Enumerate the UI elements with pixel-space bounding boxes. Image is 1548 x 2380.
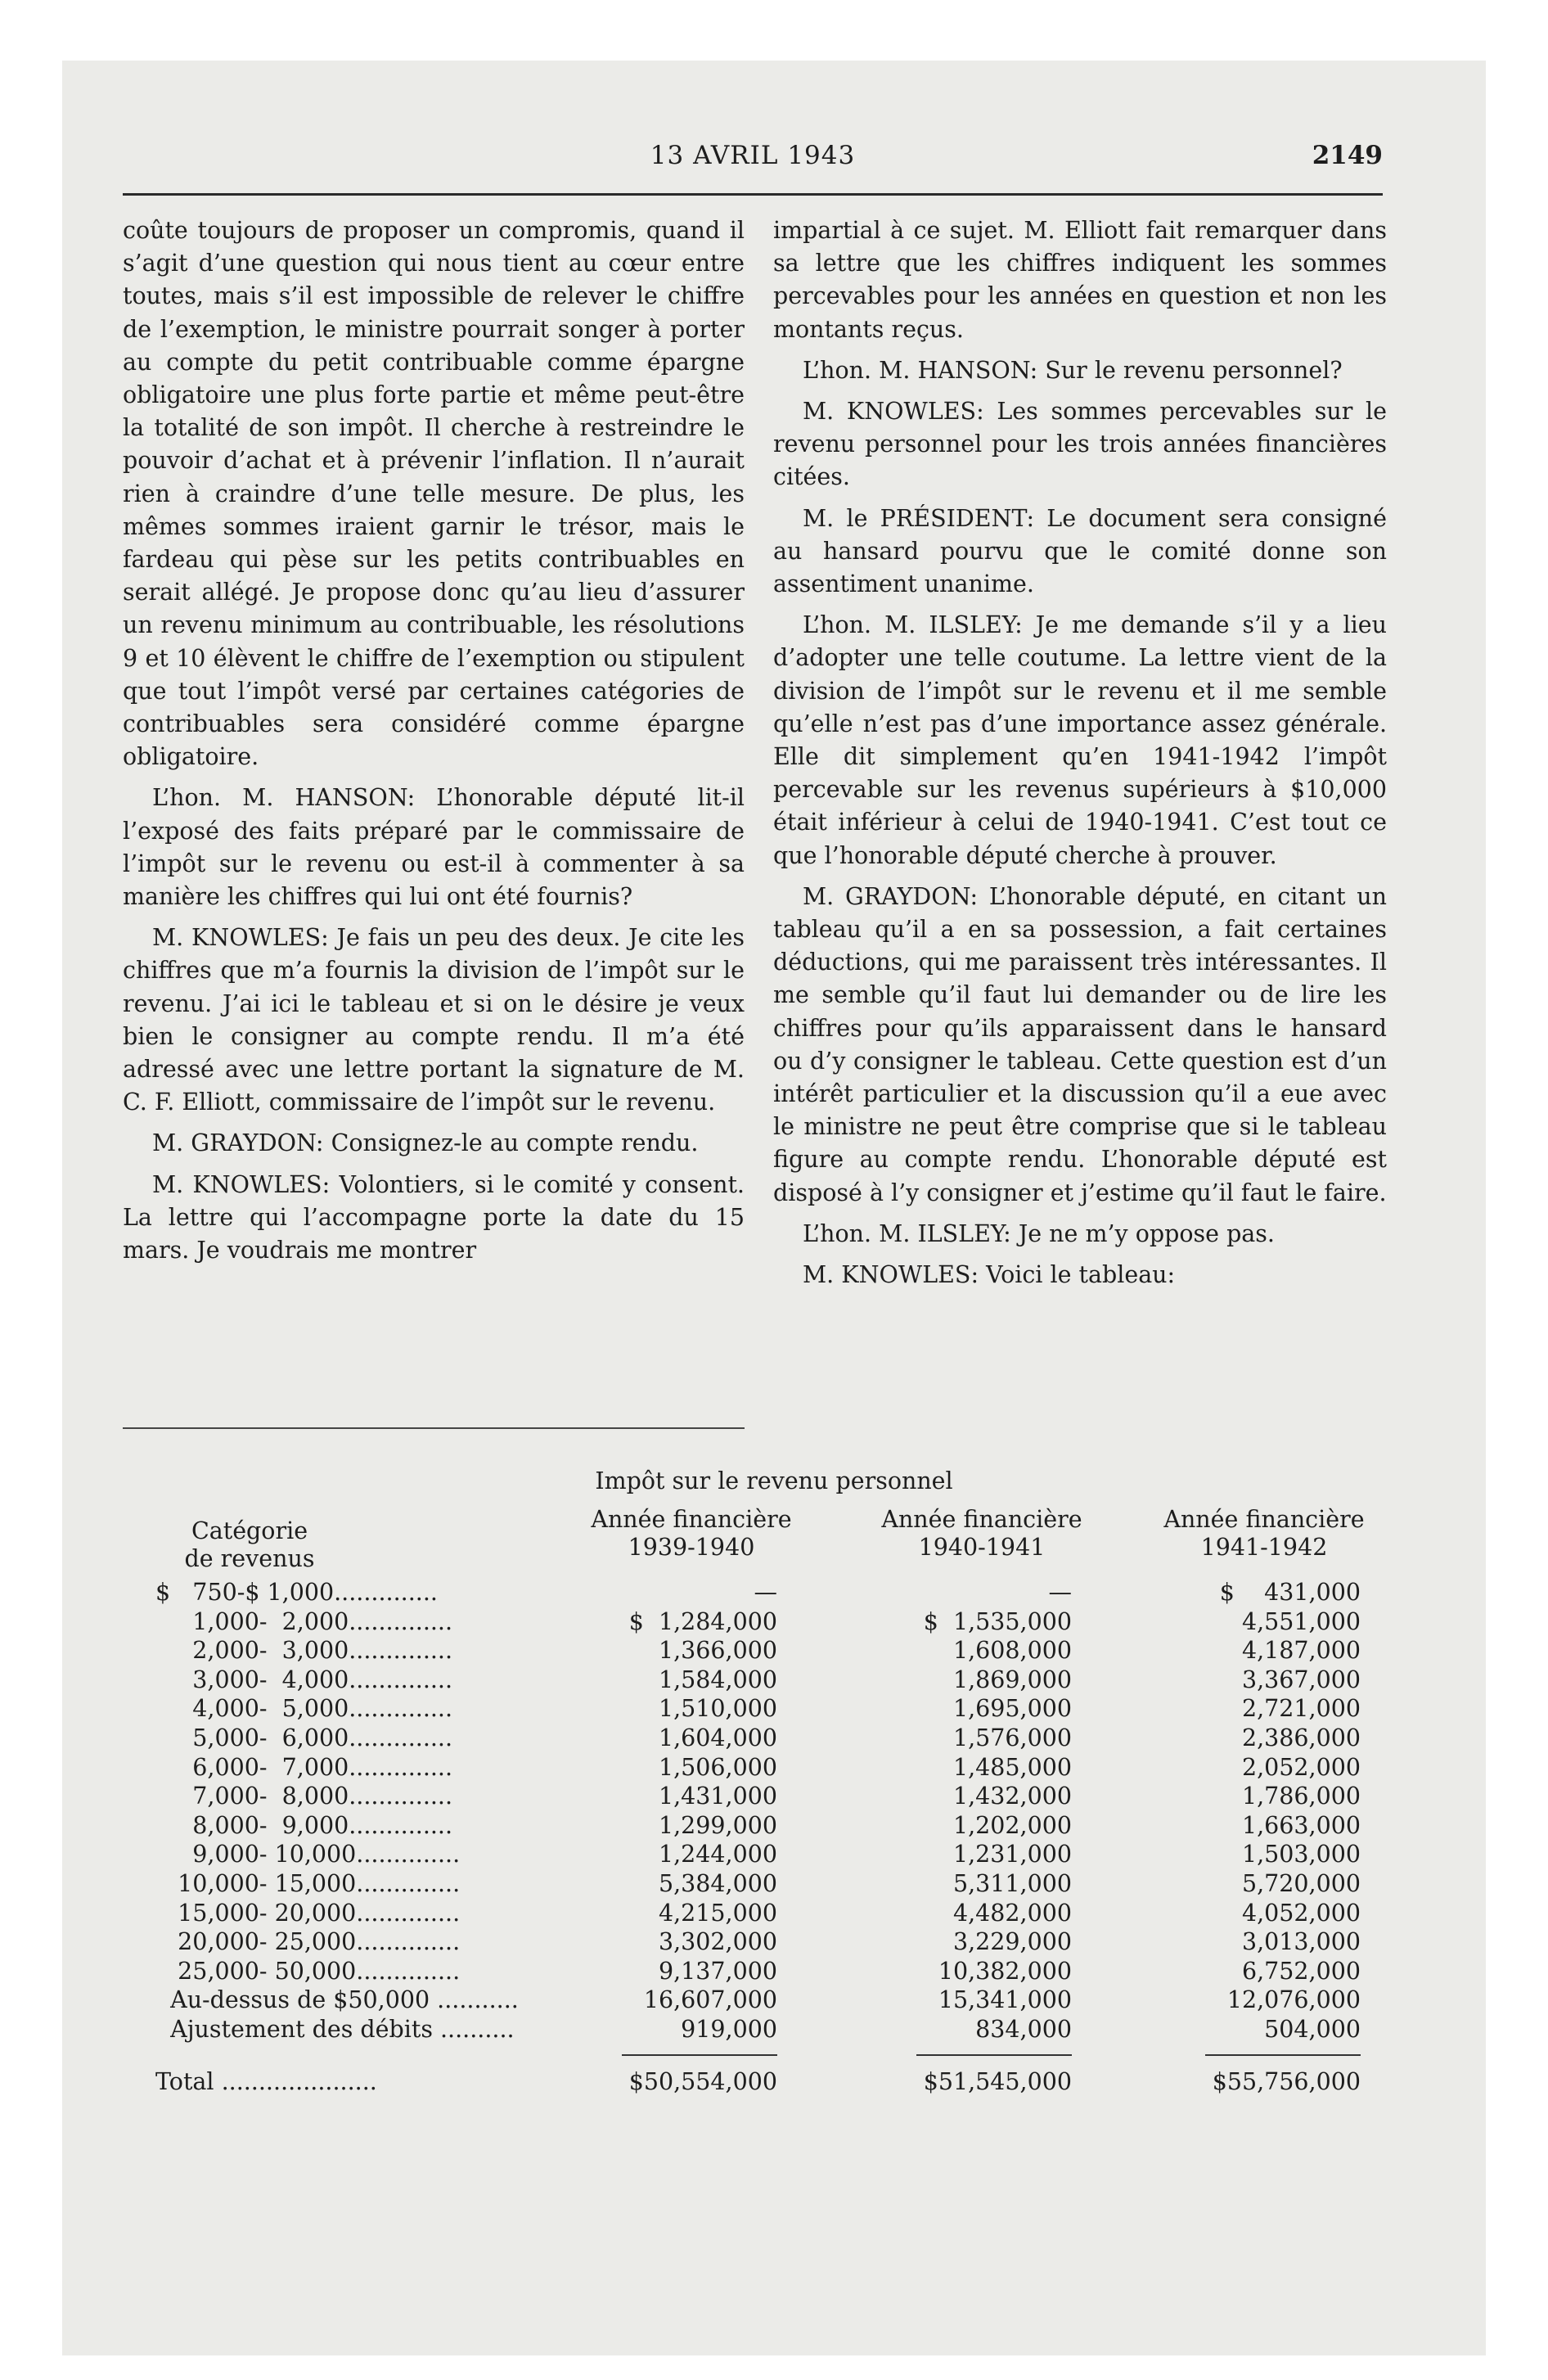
row-value-1941-1942: 3,367,000 [1241, 1666, 1361, 1693]
row-value-1939-1940: 1,510,000 [658, 1695, 777, 1723]
row-category: 1,000- 2,000.............. [155, 1607, 453, 1635]
row-value-1940-1941: 1,432,000 [952, 1783, 1072, 1810]
sum-rule [916, 2054, 1072, 2056]
row-category: 4,000- 5,000.............. [155, 1695, 453, 1723]
row-value-1940-1941: 5,311,000 [952, 1869, 1072, 1897]
table-body [155, 1578, 1366, 2044]
row-value-1939-1940: 1,431,000 [658, 1783, 777, 1810]
row-category: $ 750-$ 1,000.............. [155, 1579, 438, 1606]
row-value-1939-1940: 1,366,000 [658, 1637, 777, 1665]
paragraph: M. KNOWLES: Voici le tableau: [803, 1261, 1176, 1289]
total-1941-1942: $55,756,000 [1212, 2067, 1361, 2095]
row-category: 5,000- 6,000.............. [155, 1724, 453, 1751]
row-value-1941-1942: 2,386,000 [1241, 1724, 1361, 1751]
row-category: 10,000- 15,000.............. [155, 1869, 461, 1897]
row-value-1941-1942: 4,551,000 [1241, 1607, 1361, 1635]
page-number: 2149 [1312, 141, 1383, 170]
table-row [155, 1724, 1366, 1753]
header-text: Catégorie [191, 1517, 308, 1544]
row-category: Au-dessus de $50,000 ........... [155, 1986, 519, 2014]
header-text: Année financière [591, 1506, 792, 1533]
row-value-1941-1942: 3,013,000 [1241, 1928, 1361, 1956]
table-row [155, 1811, 1366, 1841]
paragraph: L’hon. M. ILSLEY: Je ne m’y oppose pas. [803, 1219, 1275, 1247]
row-value-1941-1942: 1,663,000 [1241, 1811, 1361, 1839]
paragraph: L’hon. M. HANSON: L’honorable député lit-il l’exposé des faits préparé par le commissaire de l’impôt sur le revenu ou est-il à commenter à sa manière les chiffres qui lui ont été fournis? [123, 784, 745, 911]
paragraph: M. KNOWLES: Je fais un peu des deux. Je cite les chiffres que m’a fournis la division de l’impôt sur le revenu. J’ai ici le tableau et si on le désire je veux bien le consigner au compte rendu. Il m’a été adressé avec une lettre portant la signature de M. C. F. Elliott, commissaire de l’impôt sur le revenu. [123, 924, 745, 1116]
row-value-1940-1941: 1,485,000 [952, 1753, 1072, 1781]
row-category: 15,000- 20,000.............. [155, 1899, 461, 1927]
row-value-1939-1940: $ 1,284,000 [628, 1607, 777, 1635]
header-text: 1940-1941 [918, 1534, 1046, 1561]
row-value-1940-1941: 10,382,000 [938, 1957, 1072, 1985]
row-value-1939-1940: 5,384,000 [658, 1869, 777, 1897]
row-category: 9,000- 10,000.............. [155, 1841, 461, 1868]
sum-rule [1205, 2054, 1361, 2056]
table-row [155, 1636, 1366, 1666]
table-row [155, 1694, 1366, 1724]
row-value-1940-1941: 1,608,000 [952, 1637, 1072, 1665]
table-row [155, 1869, 1366, 1899]
row-value-1940-1941: 1,202,000 [952, 1811, 1072, 1839]
row-value-1941-1942: 2,052,000 [1241, 1753, 1361, 1781]
row-value-1939-1940: — [754, 1579, 777, 1606]
paragraph: L’hon. M. ILSLEY: Je me demande s’il y a lieu d’adopter une telle coutume. La lettre vient de la division de l’impôt sur le revenu et il me semble qu’elle n’est pas d’une importance assez générale. Elle dit simplement qu’en 1941-1942 l’impôt percevable sur les revenus supérieurs à $10,000 était inférieur à celui de 1940-1941. C’est tout ce que l’honorable député cherche à prouver. [773, 611, 1387, 869]
row-value-1939-1940: 4,215,000 [658, 1899, 777, 1927]
row-category: 3,000- 4,000.............. [155, 1666, 453, 1693]
row-category: 6,000- 7,000.............. [155, 1753, 453, 1781]
total-1939-1940: $50,554,000 [628, 2067, 777, 2095]
row-value-1941-1942: 504,000 [1264, 2015, 1361, 2043]
row-category: 2,000- 3,000.............. [155, 1637, 453, 1665]
section-divider [123, 1427, 745, 1429]
total-label: Total ..................... [155, 2067, 377, 2095]
row-value-1940-1941: 15,341,000 [938, 1986, 1072, 2014]
table-title: Impôt sur le revenu personnel [595, 1467, 953, 1494]
header-rule [123, 193, 1383, 196]
header-year-1941-1942 [1154, 1506, 1375, 1562]
left-column [123, 214, 745, 1275]
row-value-1939-1940: 3,302,000 [658, 1928, 777, 1956]
income-tax-table [155, 1506, 1366, 2098]
row-category: 7,000- 8,000.............. [155, 1783, 453, 1810]
table-row [155, 1782, 1366, 1811]
row-value-1939-1940: 9,137,000 [658, 1957, 777, 1985]
row-value-1941-1942: 1,503,000 [1241, 1841, 1361, 1868]
paragraph: coûte toujours de proposer un compromis, quand il s’agit d’une question qui nous tient au cœur entre toutes, mais s’il est impossible de relever le chiffre de l’exemption, le ministre pourrait songer à porter au compte du petit contribuable comme épargne obligatoire une plus forte partie et même peut-être la totalité de son impôt. Il cherche à restreindre le pouvoir d’achat et à prévenir l’inflation. Il n’aurait rien à craindre d’une telle mesure. De plus, les mêmes sommes iraient garnir le trésor, mais le fardeau qui pèse sur les petits contribuables en serait allégé. Je propose donc qu’au lieu d’assurer un revenu minimum au contribuable, les résolutions 9 et 10 élèvent le chiffre de l’exemption ou stipulent que tout l’impôt versé par certaines catégories de contribuables sera considéré comme épargne obligatoire. [123, 217, 745, 771]
row-value-1940-1941: 834,000 [975, 2015, 1072, 2043]
row-value-1940-1941: 1,869,000 [952, 1666, 1072, 1693]
table-row [155, 1927, 1366, 1957]
header-date: 13 AVRIL 1943 [650, 141, 856, 170]
row-value-1940-1941: — [1048, 1579, 1072, 1606]
table-header-row [155, 1506, 1366, 1570]
header-text: Année financière [1163, 1506, 1365, 1533]
table-row [155, 1753, 1366, 1783]
row-value-1939-1940: 1,604,000 [658, 1724, 777, 1751]
table-row [155, 1607, 1366, 1637]
row-value-1939-1940: 1,299,000 [658, 1811, 777, 1839]
row-value-1940-1941: 4,482,000 [952, 1899, 1072, 1927]
table-row [155, 1957, 1366, 1986]
row-value-1941-1942: 1,786,000 [1241, 1783, 1361, 1810]
table-row [155, 1986, 1366, 2015]
row-value-1940-1941: 1,231,000 [952, 1841, 1072, 1868]
table-total-row [155, 2066, 1366, 2098]
paragraph: M. KNOWLES: Les sommes percevables sur le revenu personnel pour les trois années financières citées. [773, 398, 1387, 491]
table-row [155, 1840, 1366, 1869]
table-row [155, 1578, 1366, 1607]
row-value-1941-1942: 2,721,000 [1241, 1695, 1361, 1723]
row-value-1941-1942: 12,076,000 [1226, 1986, 1361, 2014]
row-category: 20,000- 25,000.............. [155, 1928, 461, 1956]
row-value-1941-1942: 4,052,000 [1241, 1899, 1361, 1927]
row-value-1940-1941: $ 1,535,000 [923, 1607, 1072, 1635]
header-text: Année financière [881, 1506, 1082, 1533]
row-value-1941-1942: 4,187,000 [1241, 1637, 1361, 1665]
header-category [164, 1517, 335, 1573]
row-value-1939-1940: 919,000 [681, 2015, 777, 2043]
paragraph: M. le PRÉSIDENT: Le document sera consigné au hansard pourvu que le comité donne son assentiment unanime. [773, 504, 1387, 598]
row-value-1939-1940: 1,584,000 [658, 1666, 777, 1693]
row-value-1939-1940: 1,506,000 [658, 1753, 777, 1781]
header-year-1939-1940 [589, 1506, 794, 1562]
paragraph: M. GRAYDON: L’honorable député, en citant un tableau qu’il a en sa possession, a fait certaines déductions, qui me paraissent très intéressantes. Il me semble qu’il faut lui demander ou de lire les chiffres pour qu’ils apparaissent dans le hansard ou d’y consigner le tableau. Cette question est d’un intérêt particulier et la discussion qu’il a eue avec le ministre ne peut être comprise que si le tableau figure au compte rendu. L’honorable député est disposé à l’y consigner et j’estime qu’il faut le faire. [773, 882, 1387, 1206]
page-header [123, 137, 1383, 178]
sum-rule [622, 2054, 777, 2056]
paragraph: impartial à ce sujet. M. Elliott fait remarquer dans sa lettre que les chiffres indiquent les sommes percevables pour les années en question et non les montants reçus. [773, 217, 1387, 343]
table-row [155, 1666, 1366, 1695]
paragraph: M. GRAYDON: Consignez-le au compte rendu. [152, 1129, 699, 1157]
row-value-1939-1940: 1,244,000 [658, 1841, 777, 1868]
row-category: 8,000- 9,000.............. [155, 1811, 453, 1839]
row-value-1941-1942: $ 431,000 [1219, 1579, 1361, 1606]
header-text: 1941-1942 [1200, 1534, 1328, 1561]
paragraph: M. KNOWLES: Volontiers, si le comité y consent. La lettre qui l’accompagne porte la date du 15 mars. Je voudrais me montrer [123, 1170, 745, 1264]
row-value-1941-1942: 5,720,000 [1241, 1869, 1361, 1897]
row-value-1940-1941: 1,695,000 [952, 1695, 1072, 1723]
table-row [155, 1899, 1366, 1928]
header-year-1940-1941 [880, 1506, 1084, 1562]
header-text: 1939-1940 [628, 1534, 755, 1561]
table-row [155, 2015, 1366, 2044]
row-category: 25,000- 50,000.............. [155, 1957, 461, 1985]
right-column [773, 214, 1387, 1300]
total-1940-1941: $51,545,000 [923, 2067, 1072, 2095]
row-value-1939-1940: 16,607,000 [643, 1986, 777, 2014]
row-value-1940-1941: 1,576,000 [952, 1724, 1072, 1751]
header-text: de revenus [184, 1545, 315, 1572]
row-value-1940-1941: 3,229,000 [952, 1928, 1072, 1956]
paragraph: L’hon. M. HANSON: Sur le revenu personnel? [803, 356, 1343, 384]
row-category: Ajustement des débits .......... [155, 2015, 515, 2043]
row-value-1941-1942: 6,752,000 [1241, 1957, 1361, 1985]
